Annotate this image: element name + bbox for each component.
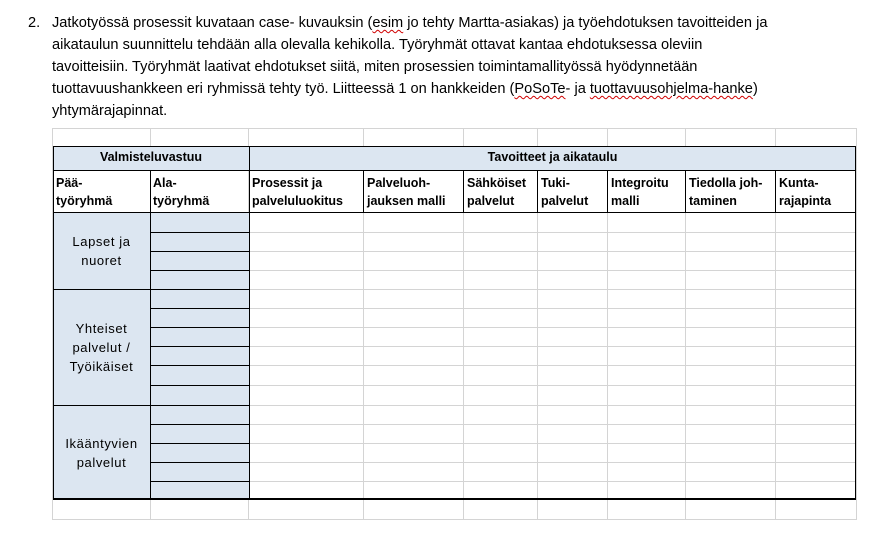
col-tukipalvelut: Tuki- palvelut xyxy=(541,176,589,208)
col-prosessit: Prosessit ja palveluluokitus xyxy=(252,176,343,208)
header-tavoitteet: Tavoitteet ja aikataulu xyxy=(249,146,856,170)
para-line1: Jatkotyössä prosessit kuvataan case- kuvauksin (esim jo tehty Martta-asiakas) ja työehdotuksen tavoitteiden ja xyxy=(52,15,768,31)
list-number: 2. xyxy=(28,15,41,31)
col-paatyoryhma: Pää- työryhmä xyxy=(56,176,113,208)
paragraph-text xyxy=(52,12,842,122)
para-line2: aikataulun suunnittelu tehdään alla olevalla kehikolla. Työryhmät ottavat kantaa ehdotuksessa oleviin xyxy=(52,37,703,53)
col-alatyoryhma: Ala- työryhmä xyxy=(153,176,210,208)
planning-table xyxy=(53,146,856,500)
header-valmisteluvastuu: Valmisteluvastuu xyxy=(53,146,249,170)
group-lapset-ja-nuoret: Lapset ja nuoret xyxy=(53,213,150,289)
col-tiedolla-johtaminen: Tiedolla joh- taminen xyxy=(689,176,763,208)
para-line3: tavoitteisiin. Työryhmät laativat ehdotukset siitä, miten prosessien toimintamallityössä hyödynnetään xyxy=(52,59,698,75)
instruction-paragraph xyxy=(28,12,858,122)
col-integroitu: Integroitu malli xyxy=(611,176,669,208)
alatyoryhma-cells xyxy=(150,213,249,500)
para-line5: yhtymärajapinnat. xyxy=(52,103,168,119)
group-yhteiset-palvelut: Yhteiset palvelut / Työikäiset xyxy=(53,289,150,405)
para-line4: tuottavuushankkeen eri ryhmissä tehty työ. Liitteessä 1 on hankkeiden (PoSoTe- ja tuottavuusohjelma-hanke) xyxy=(52,81,758,97)
col-kuntarajapinta: Kunta- rajapinta xyxy=(779,176,832,208)
col-palveluohjaus: Palveluoh- jauksen malli xyxy=(367,176,446,208)
col-sahkoiset: Sähköiset palvelut xyxy=(467,176,527,208)
group-ikaantyvien-palvelut: Ikääntyvien palvelut xyxy=(53,405,150,500)
